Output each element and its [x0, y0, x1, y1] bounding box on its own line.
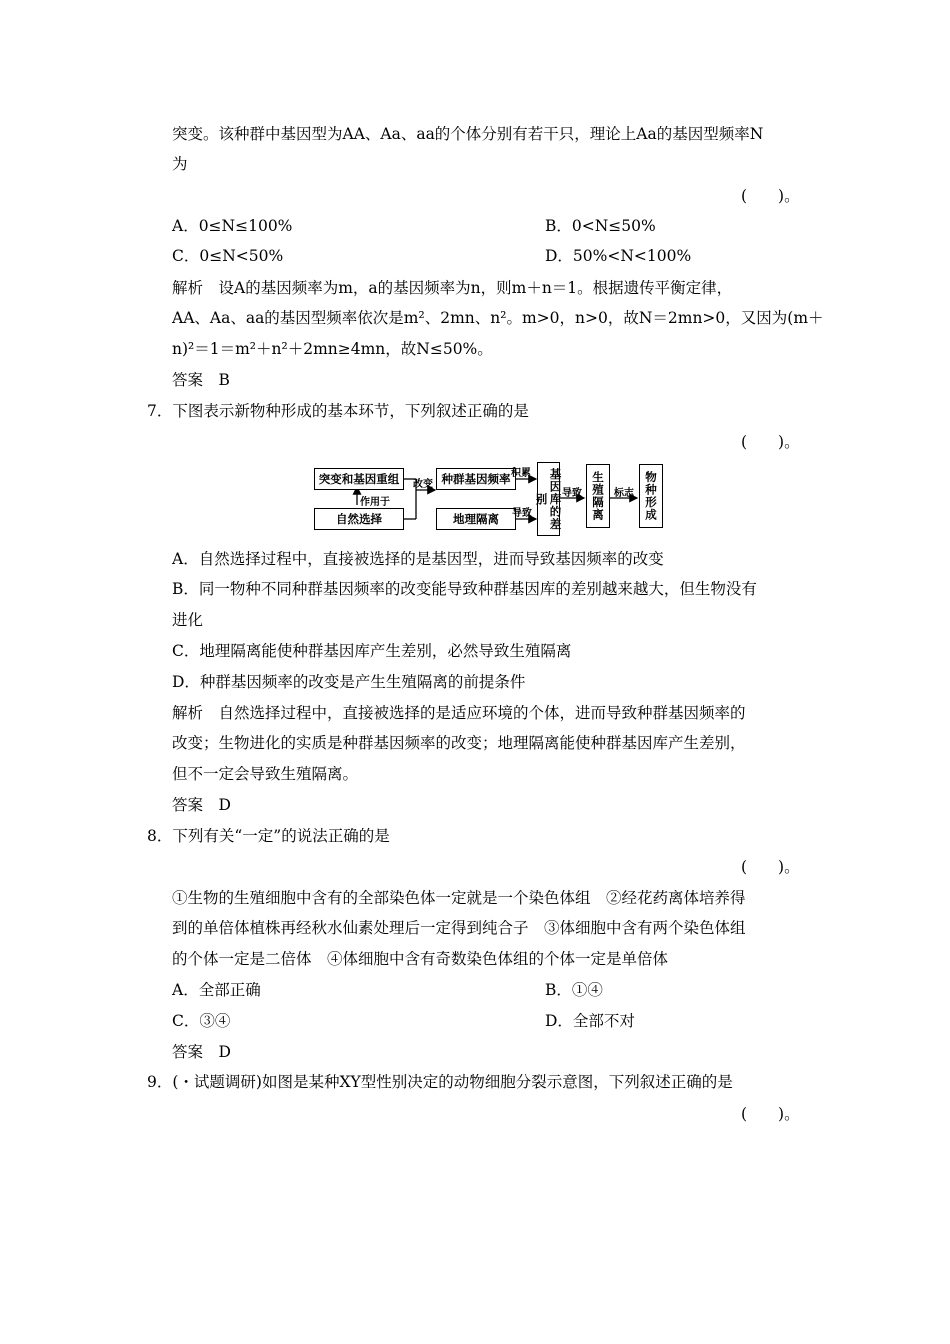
q8-answer: 答案 D [172, 1043, 231, 1061]
q7-answer: 答案 D [172, 796, 231, 814]
q7-option-c: C．地理隔离能使种群基因库产生差别，必然导致生殖隔离 [172, 642, 572, 660]
label-accumulate: 积累 [511, 468, 531, 479]
label-cause-2: 导致 [562, 488, 582, 499]
q8-option-a: A．全部正确 [172, 981, 261, 999]
q7-option-b-line2: 进化 [172, 611, 204, 629]
label-marker: 标志 [614, 488, 634, 499]
q6-analysis-line1: 解析 设A的基因频率为m，a的基因频率为n，则m＋n＝1。根据遗传平衡定律， [172, 279, 733, 297]
box-reproductive-isolation: 生殖隔离 [586, 464, 610, 528]
q9-answer-paren: ( )。 [741, 1105, 800, 1123]
q8-stem: 8．下列有关“一定”的说法正确的是 [147, 827, 390, 845]
q6-answer: 答案 B [172, 371, 230, 389]
box-species-formation: 物种形成 [639, 464, 663, 528]
q7-option-b-line1: B．同一物种不同种群基因频率的改变能导致种群基因库的差别越来越大，但生物没有 [172, 580, 757, 598]
q6-option-d: D．50%<N<100% [545, 247, 692, 265]
label-acts-on: 作用于 [360, 497, 390, 508]
species-formation-diagram [310, 460, 675, 540]
q6-analysis-line3: n)²＝1＝m²＋n²＋2mn≥4mn，故N≤50%。 [172, 340, 493, 358]
q6-analysis-line2: AA、Aa、aa的基因型频率依次是m²、2mn、n²。m>0，n>0，故N＝2mn>0，又因为(m＋ [172, 309, 824, 327]
q6-option-b: B．0<N≤50% [545, 217, 656, 235]
q8-body-line1: ①生物的生殖细胞中含有的全部染色体一定就是一个染色体组 ②经花药离体培养得 [172, 889, 746, 907]
q6-answer-paren: ( )。 [741, 187, 800, 205]
q6-option-a: A．0≤N≤100% [172, 217, 293, 235]
box-gene-frequency: 种群基因频率 [436, 468, 516, 490]
label-change: 改变 [413, 479, 433, 490]
q9-stem: 9．(・试题调研)如图是某种XY型性别决定的动物细胞分裂示意图，下列叙述正确的是 [147, 1073, 733, 1091]
q7-option-d: D．种群基因频率的改变是产生生殖隔离的前提条件 [172, 673, 526, 691]
q8-option-b: B．①④ [545, 981, 603, 999]
q7-option-a: A．自然选择过程中，直接被选择的是基因型，进而导致基因频率的改变 [172, 550, 664, 568]
q6-stem-line2: 为 [172, 155, 188, 173]
q7-analysis-line2: 改变；生物进化的实质是种群基因频率的改变；地理隔离能使种群基因库产生差别， [172, 734, 746, 752]
label-cause-1: 导致 [512, 508, 532, 519]
q8-option-d: D．全部不对 [545, 1012, 635, 1030]
box-mutation-recombination: 突变和基因重组 [314, 468, 404, 490]
q8-option-c: C．③④ [172, 1012, 231, 1030]
q7-stem: 7．下图表示新物种形成的基本环节，下列叙述正确的是 [147, 402, 529, 420]
q6-option-c: C．0≤N<50% [172, 247, 284, 265]
q7-analysis-line3: 但不一定会导致生殖隔离。 [172, 765, 359, 783]
q6-stem-line1: 突变。该种群中基因型为AA、Aa、aa的个体分别有若干只，理论上Aa的基因型频率N [172, 125, 764, 143]
box-gene-pool-difference: 基因库的差别 [537, 462, 560, 536]
q8-body-line3: 的个体一定是二倍体 ④体细胞中含有奇数染色体组的个体一定是单倍体 [172, 950, 669, 968]
box-geographic-isolation: 地理隔离 [436, 508, 516, 530]
q8-body-line2: 到的单倍体植株再经秋水仙素处理后一定得到纯合子 ③体细胞中含有两个染色体组 [172, 919, 746, 937]
q8-answer-paren: ( )。 [741, 858, 800, 876]
box-natural-selection: 自然选择 [314, 508, 404, 530]
q7-answer-paren: ( )。 [741, 433, 800, 451]
q7-analysis-line1: 解析 自然选择过程中，直接被选择的是适应环境的个体，进而导致种群基因频率的 [172, 704, 746, 722]
